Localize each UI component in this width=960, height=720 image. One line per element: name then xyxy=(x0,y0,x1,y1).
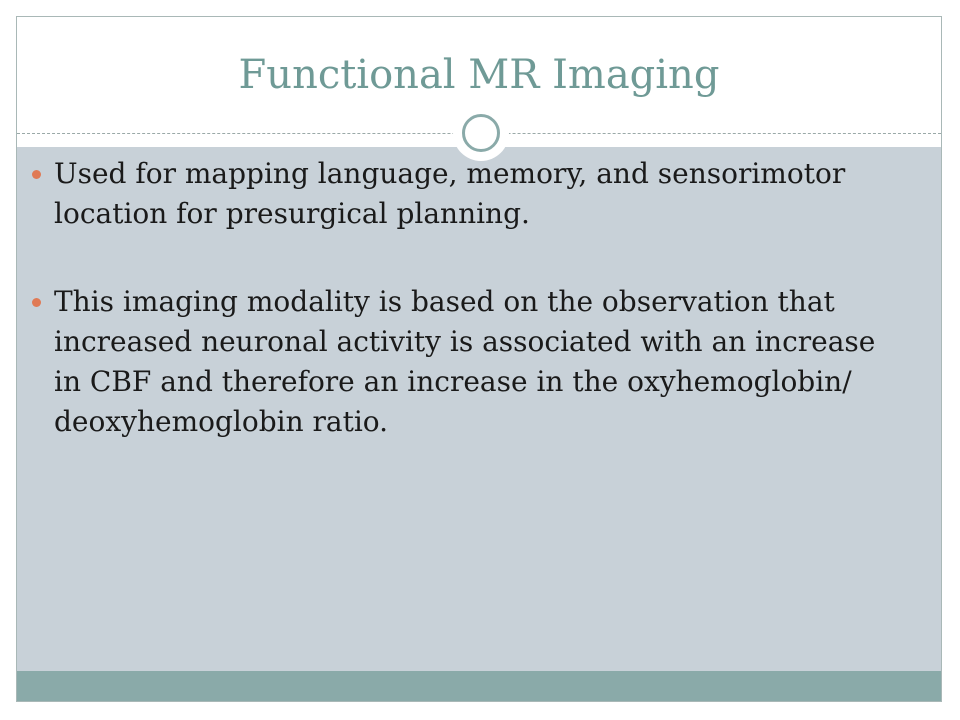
footer-band xyxy=(17,671,941,702)
bullet-item xyxy=(32,282,902,442)
bullet-text: This imaging modality is based on the observation that increased neuronal activity is associated with an increase in CBF and therefore an increase in the oxyhemoglobin/ deoxyhemoglobin ratio. xyxy=(54,285,876,438)
circle-ornament-icon xyxy=(453,105,509,161)
slide-title: Functional MR Imaging xyxy=(238,52,720,98)
bullet-item xyxy=(32,154,902,234)
bullet-text: Used for mapping language, memory, and sensorimotor location for presurgical planning. xyxy=(54,157,846,230)
bullet-dot-icon xyxy=(32,170,41,179)
ornament-ring xyxy=(462,114,500,152)
bullet-list xyxy=(32,154,902,490)
bullet-dot-icon xyxy=(32,298,41,307)
